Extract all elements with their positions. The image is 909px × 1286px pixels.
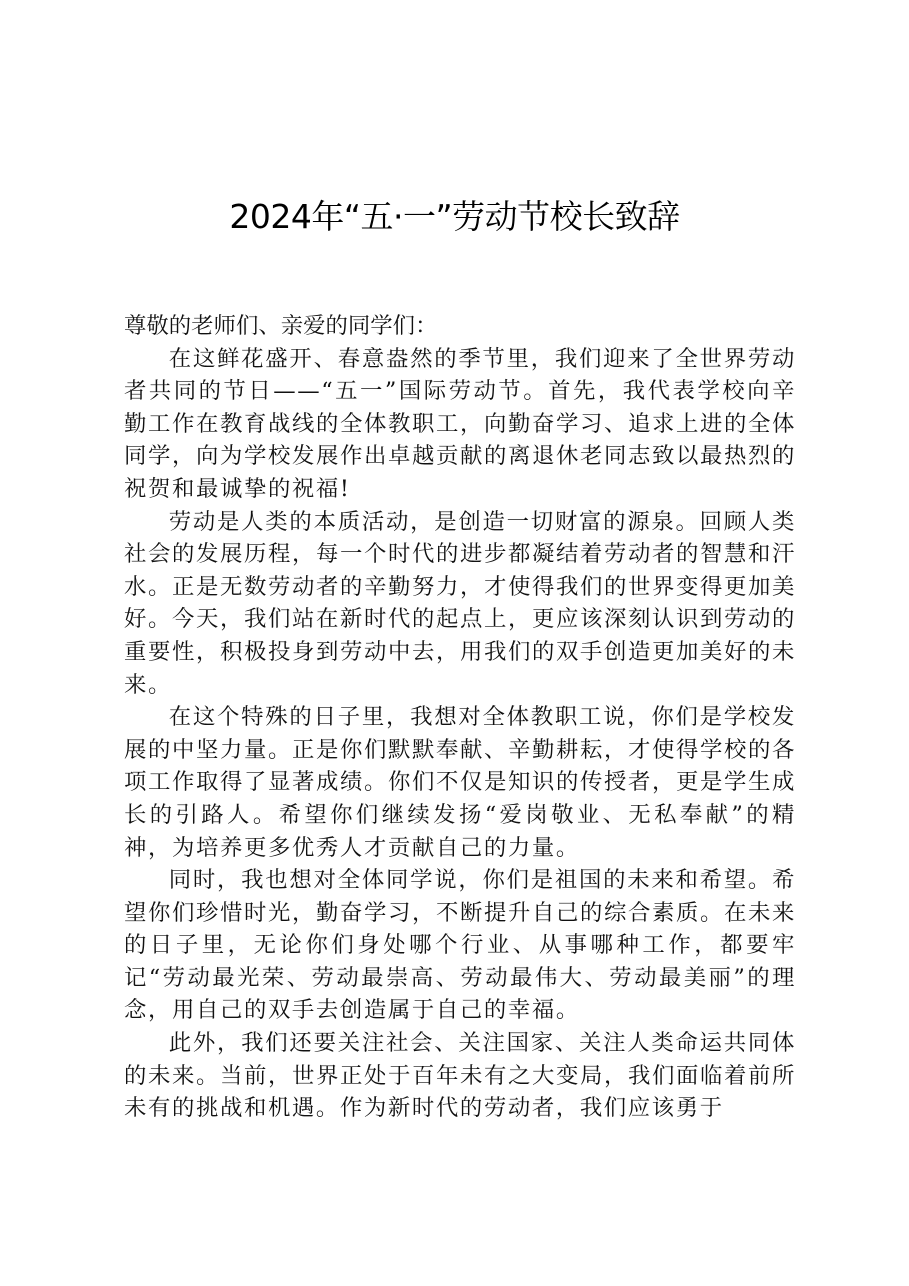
document-title: 2024年“五·一”劳动节校长致辞 — [229, 197, 680, 236]
paragraph-2: 劳动是人类的本质活动，是创造一切财富的源泉。回顾人类社会的发展历程，每一个时代的进步都凝结着劳动者的智慧和汗水。正是无数劳动者的辛勤努力，才使得我们的世界变得更加美好。今天，我们站在新时代的起点上，更应该深刻认识到劳动的重要性，积极投身到劳动中去，用我们的双手创造更加美好的未来。 — [124, 508, 796, 698]
paragraph-4: 同时，我也想对全体同学说，你们是祖国的未来和希望。希望你们珍惜时光，勤奋学习，不断提升自己的综合素质。在未来的日子里，无论你们身处哪个行业、从事哪种工作，都要牢记“劳动最光荣、劳动最崇高、劳动最伟大、劳动最美丽”的理念，用自己的双手去创造属于自己的幸福。 — [124, 867, 796, 1024]
paragraph-3: 在这个特殊的日子里，我想对全体教职工说，你们是学校发展的中坚力量。正是你们默默奉献、辛勤耕耘，才使得学校的各项工作取得了显著成绩。你们不仅是知识的传授者，更是学生成长的引路人。希望你们继续发扬“爱岗敬业、无私奉献”的精神，为培养更多优秀人才贡献自己的力量。 — [124, 704, 796, 861]
paragraph-1: 在这鲜花盛开、春意盎然的季节里，我们迎来了全世界劳动者共同的节日——“五一”国际劳动节。首先，我代表学校向辛勤工作在教育战线的全体教职工，向勤奋学习、追求上进的全体同学，向为学校发展作出卓越贡献的离退休老同志致以最热烈的祝贺和最诚挚的祝福! — [124, 345, 796, 502]
salutation: 尊敬的老师们、亲爱的同学们： — [124, 313, 438, 339]
paragraph-5: 此外，我们还要关注社会、关注国家、关注人类命运共同体的未来。当前，世界正处于百年未有之大变局，我们面临着前所未有的挑战和机遇。作为新时代的劳动者，我们应该勇于 — [124, 1030, 796, 1122]
document-body — [124, 310, 796, 1125]
